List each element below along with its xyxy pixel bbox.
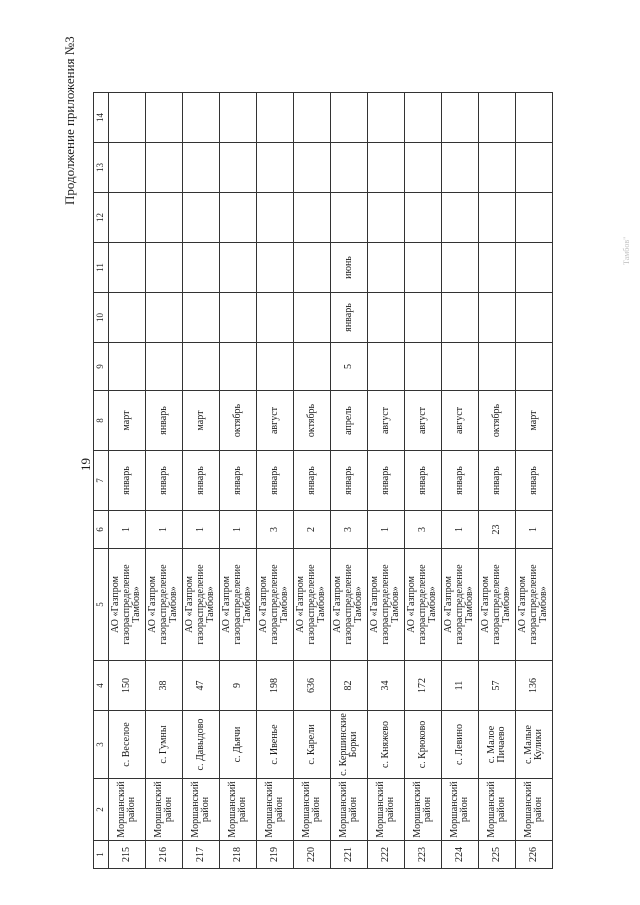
table-cell — [516, 293, 553, 343]
table-cell: Моршанский район — [146, 779, 183, 841]
table-cell: апрель — [331, 391, 368, 451]
table-cell — [294, 293, 331, 343]
table-cell: январь — [220, 451, 257, 511]
column-number-cell: 1 — [94, 841, 109, 869]
table-cell: октябрь — [479, 391, 516, 451]
table-cell: 172 — [405, 661, 442, 711]
table-cell: 218 — [220, 841, 257, 869]
table-cell: март — [183, 391, 220, 451]
table-cell: с. Кершинские Борки — [331, 711, 368, 779]
table-cell — [220, 193, 257, 243]
table-cell: 215 — [109, 841, 146, 869]
table-cell: с. Ивенье — [257, 711, 294, 779]
table-cell — [368, 293, 405, 343]
appendix-caption: Продолжение приложения №3 — [62, 36, 77, 205]
table-cell — [146, 143, 183, 193]
table-cell: Моршанский район — [257, 779, 294, 841]
table-cell: март — [109, 391, 146, 451]
table-cell: с. Княжево — [368, 711, 405, 779]
column-number-cell: 8 — [94, 391, 109, 451]
table-cell — [479, 93, 516, 143]
table-cell: Моршанский район — [183, 779, 220, 841]
table-cell: Моршанский район — [294, 779, 331, 841]
table-cell: август — [368, 391, 405, 451]
table-cell — [442, 293, 479, 343]
column-number-cell: 11 — [94, 243, 109, 293]
table-cell — [257, 343, 294, 391]
table-cell — [405, 343, 442, 391]
gasification-table — [93, 92, 553, 869]
table-cell: октябрь — [294, 391, 331, 451]
table-cell: август — [257, 391, 294, 451]
table-cell: 216 — [146, 841, 183, 869]
table-cell: 226 — [516, 841, 553, 869]
column-number-cell: 2 — [94, 779, 109, 841]
table-cell — [368, 193, 405, 243]
table-cell: октябрь — [220, 391, 257, 451]
table-cell: январь — [294, 451, 331, 511]
table-cell — [257, 93, 294, 143]
table-body — [94, 93, 553, 869]
table-cell: 82 — [331, 661, 368, 711]
table-cell — [516, 343, 553, 391]
table-row — [294, 93, 331, 869]
table-cell: август — [405, 391, 442, 451]
table-cell — [109, 193, 146, 243]
table-cell: Моршанский район — [331, 779, 368, 841]
table-cell — [183, 293, 220, 343]
table-cell — [442, 243, 479, 293]
table-cell: январь — [331, 451, 368, 511]
table-cell — [294, 243, 331, 293]
table-cell: с. Веселое — [109, 711, 146, 779]
table-cell — [146, 93, 183, 143]
table-cell: с. Гумны — [146, 711, 183, 779]
table-cell — [442, 93, 479, 143]
table-row — [220, 93, 257, 869]
table-cell: с. Карели — [294, 711, 331, 779]
table-cell — [368, 243, 405, 293]
table-cell — [109, 343, 146, 391]
table-cell: 23 — [479, 511, 516, 549]
table-cell: 1 — [516, 511, 553, 549]
table-cell — [220, 293, 257, 343]
table-cell — [516, 193, 553, 243]
table-cell: с. Давыдово — [183, 711, 220, 779]
table-cell: Моршанский район — [442, 779, 479, 841]
table-cell — [331, 93, 368, 143]
table-cell — [368, 343, 405, 391]
table-cell — [220, 143, 257, 193]
table-cell — [331, 193, 368, 243]
table-cell — [405, 93, 442, 143]
table-cell — [516, 93, 553, 143]
table-cell: 9 — [220, 661, 257, 711]
table-cell: 220 — [294, 841, 331, 869]
table-cell — [479, 343, 516, 391]
table-cell: АО «Газпром газораспределение Тамбов» — [331, 549, 368, 661]
table-cell: 636 — [294, 661, 331, 711]
faint-header-text: Тамбов" — [622, 236, 631, 265]
table-row — [368, 93, 405, 869]
table-cell: 217 — [183, 841, 220, 869]
table-cell: АО «Газпром газораспределение Тамбов» — [109, 549, 146, 661]
table-cell: с. Левино — [442, 711, 479, 779]
table-cell — [479, 193, 516, 243]
table-cell — [146, 293, 183, 343]
table-row — [146, 93, 183, 869]
header-row — [94, 93, 109, 869]
table-row — [479, 93, 516, 869]
column-number-cell: 12 — [94, 193, 109, 243]
table-cell: январь — [479, 451, 516, 511]
table-cell: 219 — [257, 841, 294, 869]
table-cell — [442, 143, 479, 193]
table-row — [516, 93, 553, 869]
page-number: 19 — [78, 458, 93, 471]
table-cell: 1 — [146, 511, 183, 549]
table-cell: январь — [368, 451, 405, 511]
table-cell — [294, 143, 331, 193]
table-cell: Моршанский район — [516, 779, 553, 841]
column-number-cell: 3 — [94, 711, 109, 779]
table-cell: с. Малые Кулики — [516, 711, 553, 779]
column-number-cell: 14 — [94, 93, 109, 143]
table-cell: 225 — [479, 841, 516, 869]
table-cell: 150 — [109, 661, 146, 711]
table-cell: Моршанский район — [109, 779, 146, 841]
table-cell: март — [516, 391, 553, 451]
table-cell: 1 — [368, 511, 405, 549]
table-cell: АО «Газпром газораспределение Тамбов» — [257, 549, 294, 661]
table-cell: 47 — [183, 661, 220, 711]
table-cell: 222 — [368, 841, 405, 869]
table-cell: январь — [516, 451, 553, 511]
table-row — [257, 93, 294, 869]
table-cell: Моршанский район — [220, 779, 257, 841]
table-cell — [109, 143, 146, 193]
table-cell: 1 — [183, 511, 220, 549]
table-cell: 38 — [146, 661, 183, 711]
table-cell: июнь — [331, 243, 368, 293]
table-cell: 57 — [479, 661, 516, 711]
table-cell: АО «Газпром газораспределение Тамбов» — [516, 549, 553, 661]
table-cell: 1 — [109, 511, 146, 549]
table-cell: АО «Газпром газораспределение Тамбов» — [405, 549, 442, 661]
table-cell: 3 — [257, 511, 294, 549]
table-cell: январь — [405, 451, 442, 511]
table-cell: январь — [146, 391, 183, 451]
table-cell: АО «Газпром газораспределение Тамбов» — [442, 549, 479, 661]
table-cell — [294, 343, 331, 391]
table-cell: январь — [109, 451, 146, 511]
table-cell — [183, 343, 220, 391]
table-cell — [479, 243, 516, 293]
table-row — [109, 93, 146, 869]
table-cell: 1 — [220, 511, 257, 549]
table-cell — [479, 293, 516, 343]
table-cell: с. Малое Пичаево — [479, 711, 516, 779]
table-cell — [405, 243, 442, 293]
table-row — [405, 93, 442, 869]
column-number-cell: 5 — [94, 549, 109, 661]
table-cell: 2 — [294, 511, 331, 549]
table-cell: 11 — [442, 661, 479, 711]
table-cell: январь — [442, 451, 479, 511]
table-cell — [405, 143, 442, 193]
table-cell: январь — [146, 451, 183, 511]
table-cell: 3 — [331, 511, 368, 549]
table-cell: 5 — [331, 343, 368, 391]
table-cell: 224 — [442, 841, 479, 869]
table-cell: АО «Газпром газораспределение Тамбов» — [220, 549, 257, 661]
table-cell: 1 — [442, 511, 479, 549]
table-cell: АО «Газпром газораспределение Тамбов» — [479, 549, 516, 661]
table-cell: 221 — [331, 841, 368, 869]
table-cell — [442, 193, 479, 243]
column-number-cell: 9 — [94, 343, 109, 391]
table-cell: АО «Газпром газораспределение Тамбов» — [183, 549, 220, 661]
table-cell — [109, 293, 146, 343]
table-cell: январь — [183, 451, 220, 511]
table-cell — [331, 143, 368, 193]
table-cell: 3 — [405, 511, 442, 549]
table-cell — [183, 243, 220, 293]
table-cell: 136 — [516, 661, 553, 711]
table-row — [183, 93, 220, 869]
table-cell — [220, 343, 257, 391]
table-cell — [257, 193, 294, 243]
table-cell — [183, 193, 220, 243]
table-cell: АО «Газпром газораспределение Тамбов» — [146, 549, 183, 661]
table-cell — [183, 143, 220, 193]
table-cell — [146, 243, 183, 293]
table-cell — [257, 143, 294, 193]
table-cell — [294, 193, 331, 243]
table-cell — [146, 193, 183, 243]
table-row — [331, 93, 368, 869]
column-number-cell: 13 — [94, 143, 109, 193]
table-cell — [294, 93, 331, 143]
table-cell: Моршанский район — [405, 779, 442, 841]
table-cell — [109, 93, 146, 143]
table-cell: с. Дьячи — [220, 711, 257, 779]
table-cell — [368, 143, 405, 193]
table-row — [442, 93, 479, 869]
table-cell: январь — [331, 293, 368, 343]
table-cell — [220, 93, 257, 143]
table-cell: 198 — [257, 661, 294, 711]
table-cell: с. Крюково — [405, 711, 442, 779]
table-cell — [479, 143, 516, 193]
column-number-cell: 10 — [94, 293, 109, 343]
table-cell — [146, 343, 183, 391]
table-cell: август — [442, 391, 479, 451]
table-cell — [109, 243, 146, 293]
table-cell: 223 — [405, 841, 442, 869]
table-cell: январь — [257, 451, 294, 511]
table-cell — [442, 343, 479, 391]
table-cell: Моршанский район — [479, 779, 516, 841]
table-cell — [516, 243, 553, 293]
table-cell — [405, 193, 442, 243]
table-cell: АО «Газпром газораспределение Тамбов» — [368, 549, 405, 661]
table-cell: Моршанский район — [368, 779, 405, 841]
table-cell — [220, 243, 257, 293]
table-cell — [405, 293, 442, 343]
table-cell: 34 — [368, 661, 405, 711]
table-cell: АО «Газпром газораспределение Тамбов» — [294, 549, 331, 661]
column-number-cell: 6 — [94, 511, 109, 549]
column-number-cell: 4 — [94, 661, 109, 711]
table-cell — [257, 243, 294, 293]
table-cell — [183, 93, 220, 143]
column-number-cell: 7 — [94, 451, 109, 511]
table-cell — [368, 93, 405, 143]
table-cell — [257, 293, 294, 343]
table-cell — [516, 143, 553, 193]
